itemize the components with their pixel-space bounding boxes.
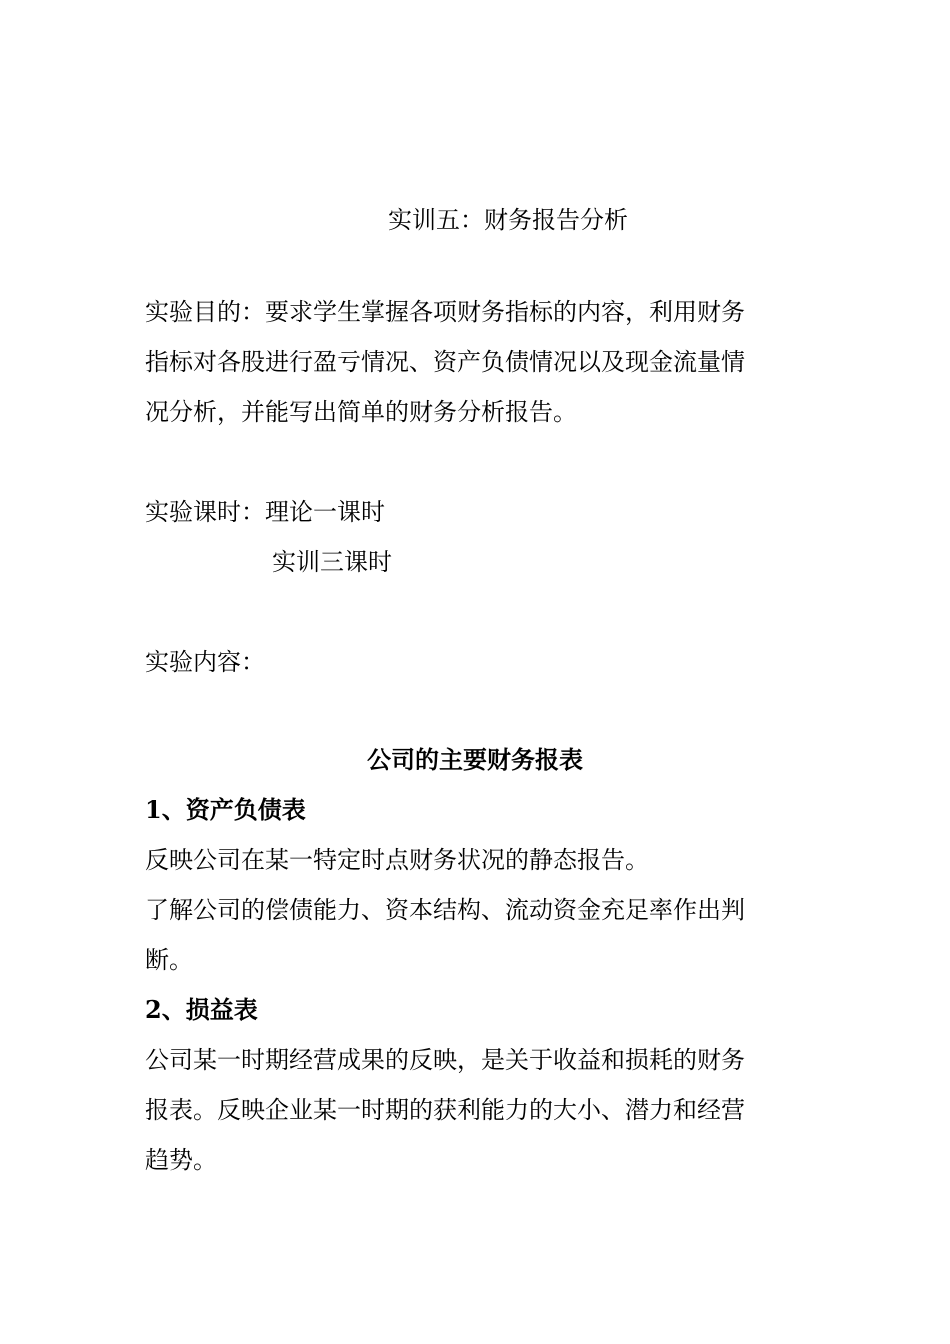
- objective-line-3: 况分析，并能写出简单的财务分析报告。: [145, 398, 577, 426]
- item-2-line-2: 报表。反映企业某一时期的获利能力的大小、潜力和经营: [145, 1096, 745, 1124]
- content-label: 实验内容：: [145, 648, 265, 676]
- hours-theory: 理论一课时: [265, 498, 385, 526]
- document-title: 实训五：财务报告分析: [388, 206, 628, 234]
- objective-colon: ：: [241, 298, 265, 326]
- item-1-line-3: 断。: [145, 946, 193, 974]
- objective-line-2: 指标对各股进行盈亏情况、资产负债情况以及现金流量情: [145, 348, 745, 376]
- item-2-heading: 2、损益表: [145, 995, 258, 1024]
- section-title: 公司的主要财务报表: [367, 745, 583, 774]
- hours-label: 实验课时：: [145, 498, 265, 526]
- item-1-line-1: 反映公司在某一特定时点财务状况的静态报告。: [145, 846, 649, 874]
- objective-label: 实验目的: [145, 298, 241, 326]
- item-1-line-2: 了解公司的偿债能力、资本结构、流动资金充足率作出判: [145, 896, 745, 924]
- hours-practice: 实训三课时: [272, 548, 392, 576]
- item-2-line-1: 公司某一时期经营成果的反映，是关于收益和损耗的财务: [145, 1046, 745, 1074]
- objective-text-1: 要求学生掌握各项财务指标的内容，利用财务: [265, 298, 745, 326]
- item-2-line-3: 趋势。: [145, 1146, 217, 1174]
- hours-line-1: [145, 497, 385, 527]
- objective-line-1: [145, 297, 745, 327]
- item-1-heading: 1、资产负债表: [145, 795, 306, 824]
